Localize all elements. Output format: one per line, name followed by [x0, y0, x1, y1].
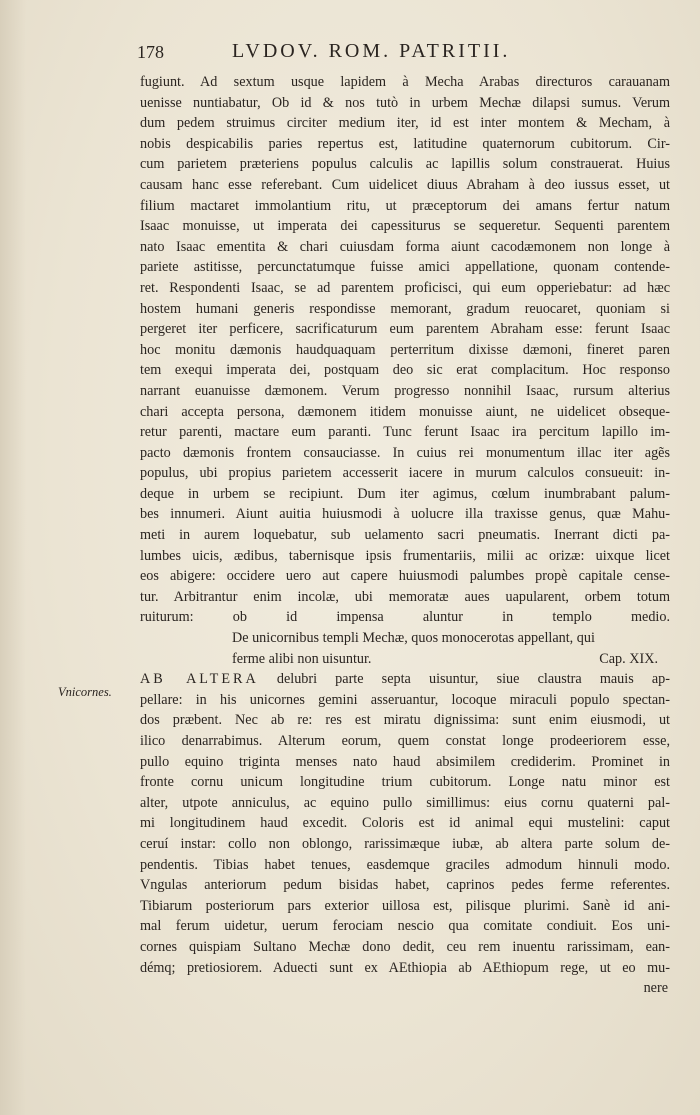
- text-line: causam hanc esse referebant. Cum uidelicet diuus Abraham à deo iussus esset, ut: [140, 176, 670, 193]
- chapter-first-rest: delubri parte septa uisuntur, siue claustra mauis ap-: [276, 671, 670, 688]
- text-line: bes innumeri. Aiunt auitia huiusmodi à uolucre illa traxisse genus, quæ Mahu-: [140, 506, 670, 523]
- text-line: ret. Respondenti Isaac, se ad parentem proficisci, qui eum opperiebatur: ad hæc: [140, 279, 670, 296]
- chapter-heading-line-2: [140, 649, 670, 670]
- text-line: filium mactaret immolantium ritu, ut præceptorum dei amans fertur natum: [140, 197, 670, 214]
- chapter-number: Cap. XIX.: [599, 650, 658, 667]
- text-line: chari accepta persona, dæmonem itidem monuisse aiunt, ne uidelicet obseque-: [140, 403, 670, 420]
- text-line: narrant euanuisse dæmonem. Verum progresso nonnihil Isaac, rursum alterius: [140, 382, 670, 399]
- chapter-heading-subtitle: ferme alibi non uisuntur.: [232, 650, 372, 667]
- text-line: pellare: in his unicornes gemini asseruantur, locoque miraculi populo spectan-: [140, 691, 670, 708]
- margin-note-vnicornes: Vnicornes.: [58, 685, 112, 699]
- text-line: ruiturum: ob id impensa aluntur in templo medio.: [140, 609, 670, 626]
- text-line: Isaac monuisse, ut imperata dei capessiturus se sequeretur. Sequenti parentem: [140, 218, 670, 235]
- text-line: tur. Arbitrantur enim incolæ, ubi memoratæ aues uapularent, orbem totum: [140, 588, 670, 605]
- text-line: alter, utpote anniculus, ac equino pullo simillimus: eius cornu quaterni pal-: [140, 794, 670, 811]
- text-line: fugiunt. Ad sextum usque lapidem à Mecha Arabas directuros carauanam: [140, 74, 670, 90]
- text-line: ilico denarrabimus. Alterum eorum, quem constat longe prodeeriorem esse,: [140, 733, 670, 749]
- catchword: nere: [643, 980, 668, 997]
- text-line: pacto dæmonis frontem consauciasse. In cuius rei monumentum illac iter agẽs: [140, 444, 670, 461]
- text-line: pullo equino triginta menses nato haud absimilem crediderim. Prominet in: [140, 753, 670, 770]
- text-line: Tibiarum posteriorum pars exterior uillosa est, pilisque plurimi. Sanè id ani-: [140, 897, 670, 914]
- text-line: hostem humani generis respondisse memorant, gradum reuocaret, quoniam si: [140, 300, 670, 317]
- text-line: pergeret iter perficere, sacrificaturum eum parentem Abraham esse: ferunt Isaac: [140, 321, 670, 338]
- text-line: dos præbent. Nec ab re: res est miratu dignissima: sunt enim eiusmodi, ut: [140, 712, 670, 729]
- chapter-first-line: [140, 669, 670, 690]
- text-line: fronte cornu unicum longitudine trium cubitorum. Longe natu minor est: [140, 774, 670, 791]
- text-line: pariete astitisse, percunctatumque fuisse amici appellatione, quonam contende-: [140, 259, 670, 276]
- text-line: hoc monitu dæmonis haudquaquam perterritum dixisse dæmoni, fineret paren: [140, 341, 670, 358]
- text-line: uenisse nuntiabatur, Ob id & nos tutò in urbem Mechæ dilapsi sumus. Verum: [140, 94, 670, 111]
- text-line: nobis despicabilis paries repertus est, latitudine quaternorum cubitorum. Cir-: [140, 135, 670, 152]
- text-line: retur parenti, mactare eum paranti. Tunc ferunt Isaac ira percitum lapillo im-: [140, 424, 670, 441]
- text-line: populus, ubi propius parietem accesserit iacere in murum calculos consueuit: in-: [140, 465, 670, 482]
- paragraph-abraham-isaac: [140, 72, 670, 628]
- body-text: [140, 72, 670, 999]
- text-line: ceruí instar: collo non oblongo, rarissimæque iubæ, ab altera parte solum de-: [140, 835, 670, 852]
- text-line: cum parietem præteriens populus calculis ac lapillis solum constrauerat. Huius: [140, 156, 670, 173]
- paragraph-unicorns: [140, 690, 670, 978]
- text-line: meti in aurem loquebatur, sub uelamento sacri pneumatis. Inerrant dicti pa-: [140, 527, 670, 544]
- text-line: nato Isaac ementita & chari cuiusdam forma aiunt cacodæmonem non longe à: [140, 238, 670, 255]
- text-line: mi longitudinem haud excedit. Coloris est id animal equi mustelini: caput: [140, 815, 670, 832]
- page-header: [137, 40, 672, 66]
- text-line: deque in urbem se recipiunt. Dum iter agimus, cœlum inumbrabant palum-: [140, 485, 670, 502]
- text-line: cornes quispiam Sultano Mechæ dono dedit, ceu rem inuentu rarissimam, ean-: [140, 938, 670, 955]
- running-title: LVDOV. ROM. PATRITII.: [232, 40, 511, 62]
- text-line: démq; pretiosiorem. Aduecti sunt ex AEthiopia ab AEthiopum rege, ut eo mu-: [140, 959, 670, 976]
- text-line: lumbes uicis, ædibus, tabernisque ipsis frumentariis, milii ac orizæ: uixque licet: [140, 547, 670, 564]
- page-number: 178: [137, 42, 164, 62]
- text-line: mal ferum uidetur, uerum ferociam nescio qua comitate condiuit. Eos uni-: [140, 918, 670, 935]
- page-gutter-shadow: [0, 0, 26, 1115]
- chapter-first-words: AB ALTERA: [140, 671, 259, 688]
- chapter-heading-line-1: De unicornibus templi Mechæ, quos monocerotas appellant, qui: [232, 630, 595, 647]
- text-line: tem exequi imperata dei, postquam deo sic erat complacitum. Hoc responso: [140, 362, 670, 379]
- text-line: Vngulas anteriorum pedum bisidas habet, caprinos pedes ferme referentes.: [140, 877, 670, 894]
- text-line: dum pedem struimus circiter medium iter, id est inter montem & Mecham, à: [140, 115, 670, 132]
- text-line: eos abigere: occidere uero aut capere huiusmodi palumbes propè capitale cense-: [140, 568, 670, 585]
- text-line: pendentis. Tibias habet tenues, easdemque graciles admodum hinnuli modo.: [140, 856, 670, 873]
